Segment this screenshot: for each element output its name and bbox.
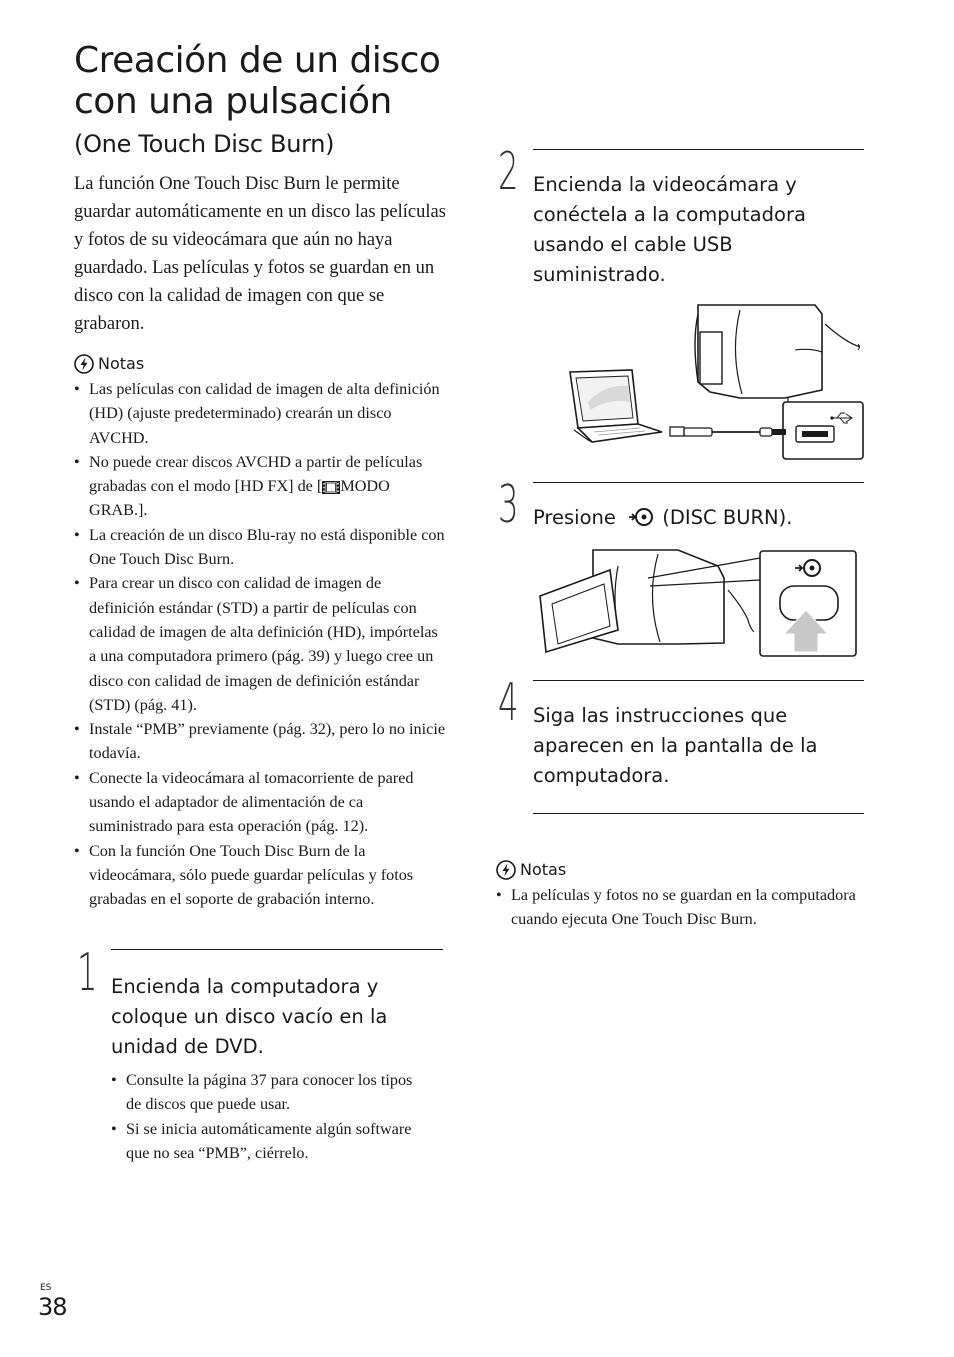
film-icon — [322, 481, 340, 494]
title-line-2: con una pulsación — [74, 81, 392, 122]
step-1-bullet: • Consulte la página 37 para conocer los tipos de discos que puede usar. — [111, 1068, 431, 1117]
step-2-rule — [533, 149, 864, 150]
step-3-number: 3 — [498, 475, 519, 535]
intro-paragraph: La función One Touch Disc Burn le permite guardar automáticamente en un disco las películas y fotos de su videocámara que aún no haya guardado. Las películas y fotos se guardan en un disco con la calidad de imagen con que se grabaron. — [74, 174, 446, 334]
note-item: • Para crear un disco con calidad de imagen de definición estándar (STD) a partir de películas con calidad de imagen de alta definición (HD), impórtelas a una computadora primero (pág. 39) y luego cree un disco con calidad de imagen de definición estándar (STD) (pág. 41). — [74, 571, 449, 717]
notes-icon — [74, 354, 94, 374]
step-4-text: Siga las instrucciones que aparecen en la pantalla de la computadora. — [533, 704, 818, 787]
note-item: • Conecte la videocámara al tomacorriente de pared usando el adaptador de alimentación de ca suministrado para esta operación (pág. 12). — [74, 766, 449, 839]
notes-heading — [74, 354, 144, 374]
step-2-number: 2 — [498, 142, 519, 202]
notes-icon — [496, 860, 516, 880]
step-1-number: 1 — [77, 943, 98, 1003]
usb-connection-illustration — [560, 302, 866, 464]
step-3-text-post: (DISC BURN). — [662, 506, 793, 529]
notes-label: Notas — [520, 860, 567, 879]
note-item: • No puede crear discos AVCHD a partir de películas grabadas con el modo [HD FX] de [ MODO GRAB.]. — [74, 450, 449, 523]
title-line-1: Creación de un disco — [74, 40, 441, 81]
page-subtitle: (One Touch Disc Burn) — [74, 130, 335, 158]
note-item: • Con la función One Touch Disc Burn de la videocámara, sólo puede guardar películas y fotos grabadas en el soporte de grabación interno. — [74, 839, 449, 912]
step-3-text-pre: Presione — [533, 506, 616, 529]
step-4-bottom-rule — [533, 813, 864, 814]
step-1-bullet: • Si se inicia automáticamente algún software que no sea “PMB”, ciérrelo. — [111, 1117, 431, 1166]
note-item: • La creación de un disco Blu-ray no está disponible con One Touch Disc Burn. — [74, 523, 449, 572]
step-1-bullets — [111, 1068, 431, 1165]
notes-heading-2 — [496, 860, 566, 880]
notes-list — [74, 377, 449, 912]
step-4-rule — [533, 680, 864, 681]
step-4-number: 4 — [498, 673, 519, 733]
disc-burn-button-illustration — [538, 548, 860, 660]
notes-list-2 — [496, 883, 861, 932]
note-item: • La películas y fotos no se guardan en la computadora cuando ejecuta One Touch Disc Burn. — [496, 883, 861, 932]
step-1-rule — [111, 949, 443, 950]
page-title — [74, 40, 474, 122]
note-item: • Las películas con calidad de imagen de alta definición (HD) (ajuste predeterminado) crearán un disco AVCHD. — [74, 377, 449, 450]
page-language: ES — [40, 1283, 52, 1293]
notes-label: Notas — [98, 354, 145, 373]
step-3-rule — [533, 482, 864, 483]
page-number: 38 — [38, 1293, 67, 1321]
disc-burn-icon — [628, 506, 654, 528]
step-1-text: Encienda la computadora y coloque un disco vacío en la unidad de DVD. — [111, 975, 388, 1058]
step-2-text: Encienda la videocámara y conéctela a la computadora usando el cable USB suministrado. — [533, 173, 806, 286]
note-item: • Instale “PMB” previamente (pág. 32), pero lo no inicie todavía. — [74, 717, 449, 766]
step-3-text — [533, 503, 853, 533]
